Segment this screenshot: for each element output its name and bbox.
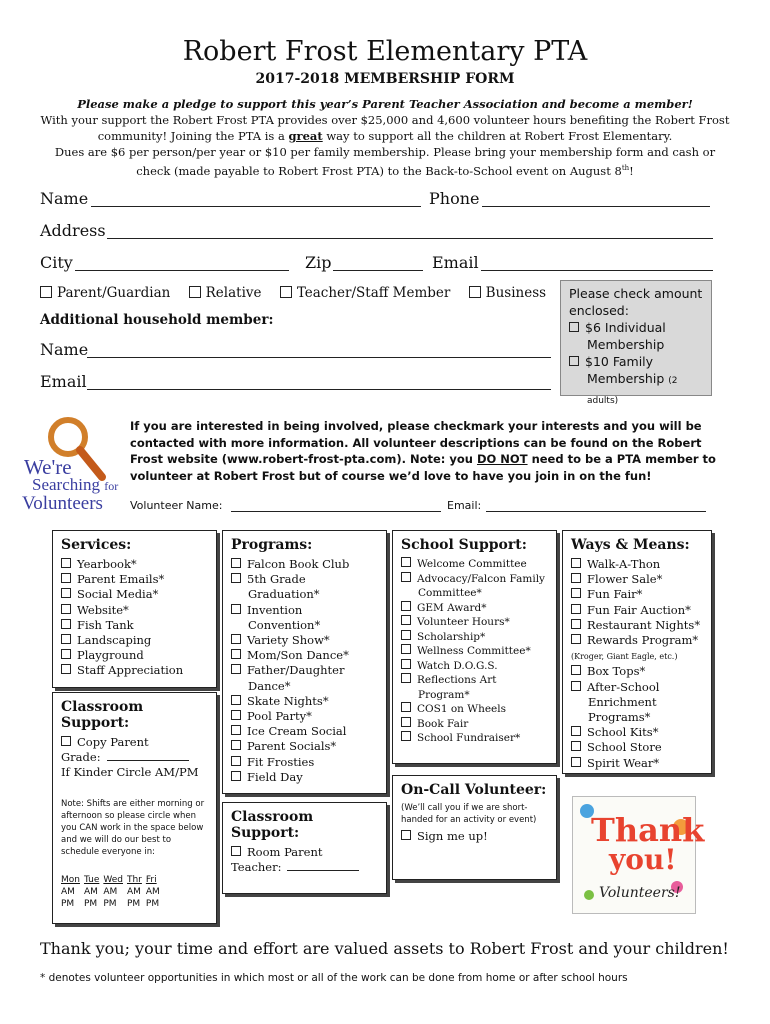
checkbox-icon[interactable] [231, 710, 241, 720]
on-call-box [392, 775, 557, 880]
programs-item[interactable] [231, 755, 378, 770]
school-support-item-label: GEM Award* [417, 601, 487, 614]
programs-item-label: Ice Cream Social [247, 724, 347, 739]
school-support-item[interactable] [401, 630, 548, 645]
intro-p1-bold: great [288, 129, 323, 143]
intro-p1-end: way to support all the children at Robert Frost Elementary. [322, 129, 673, 143]
services-item[interactable] [61, 633, 208, 648]
ways-means-title: Ways & Means: [571, 537, 690, 553]
checkbox-icon[interactable] [231, 771, 241, 781]
additional-name-label: Name [40, 340, 89, 359]
kinder-note: If Kinder Circle AM/PM [61, 765, 199, 780]
school-support-item[interactable] [401, 572, 548, 601]
checkbox-icon[interactable] [401, 659, 411, 669]
checkbox-icon[interactable] [571, 665, 581, 675]
classroom2-title: Classroom Support: [231, 809, 314, 841]
shift-pm[interactable]: PM [103, 899, 117, 910]
logo-text-3: Volunteers [22, 493, 103, 514]
checkbox-icon[interactable] [231, 649, 241, 659]
additional-email-field[interactable] [87, 389, 551, 390]
ways-means-item-label: Spirit Wear* [587, 755, 660, 770]
programs-item[interactable] [231, 557, 378, 572]
school-support-item-label: Wellness Committee* [417, 645, 531, 657]
school-support-item-label: Scholarship* [417, 630, 486, 643]
services-item-label: Parent Emails* [77, 572, 165, 587]
checkbox-icon[interactable] [61, 558, 71, 568]
thank-you-image [572, 796, 705, 914]
ways-means-item[interactable] [571, 587, 703, 602]
role-parent[interactable] [40, 285, 170, 301]
school-support-item-label: School Fundraiser* [417, 732, 521, 744]
checkbox-icon[interactable] [231, 695, 241, 705]
services-item-label: Yearbook* [77, 557, 137, 571]
ways-means-item-label: Walk-A-Thon [587, 557, 661, 571]
amount-family-note: (2 adults) [587, 376, 678, 406]
name-field[interactable] [91, 206, 421, 207]
services-item-label: Fish Tank [77, 617, 134, 632]
intro-p2-sup: th [621, 164, 630, 172]
role-relative[interactable] [189, 285, 262, 301]
volunteer-name-field[interactable] [231, 511, 441, 512]
role-relative-label: Relative [205, 285, 262, 301]
grade-row [61, 750, 208, 765]
ways-means-item-label: School Kits* [587, 725, 659, 740]
checkbox-icon[interactable] [61, 588, 71, 598]
checkbox-icon[interactable] [571, 588, 581, 598]
programs-item[interactable] [231, 633, 378, 648]
services-item[interactable] [61, 572, 208, 587]
programs-item-label: Father/Daughter Dance* [247, 663, 345, 693]
school-support-item[interactable] [401, 659, 548, 674]
ways-means-item[interactable] [571, 618, 703, 633]
school-support-item-label: Reflections Art Program* [417, 674, 497, 701]
shift-am[interactable]: AM [126, 887, 141, 898]
amount-box [560, 280, 712, 406]
ways-means-item[interactable] [571, 664, 703, 679]
checkbox-icon[interactable] [61, 649, 71, 659]
you-text: you! [609, 843, 677, 876]
programs-item[interactable] [231, 572, 378, 602]
services-item[interactable] [61, 603, 208, 618]
checkbox-icon[interactable] [571, 681, 581, 691]
checkbox-icon[interactable] [401, 830, 411, 840]
checkbox-icon[interactable] [569, 356, 579, 366]
checkbox-icon[interactable] [231, 634, 241, 644]
programs-list [231, 557, 378, 785]
volunteer-intro [130, 418, 730, 484]
services-list [61, 557, 208, 679]
school-support-item[interactable] [401, 717, 548, 732]
checkbox-icon[interactable] [61, 664, 71, 674]
classroom-list [61, 735, 208, 750]
grade-label: Grade: [61, 750, 101, 765]
checkbox-icon[interactable] [61, 634, 71, 644]
shift-am[interactable]: AM [145, 887, 160, 898]
name-label: Name [40, 189, 89, 208]
zip-field[interactable] [333, 270, 423, 271]
room-parent-option[interactable] [231, 845, 378, 860]
services-title: Services: [61, 537, 132, 553]
programs-item-label: Parent Socials* [247, 739, 337, 754]
email-field[interactable] [481, 270, 713, 271]
additional-name-field[interactable] [87, 357, 551, 358]
phone-label: Phone [429, 189, 480, 208]
role-options [40, 285, 560, 301]
checkbox-icon[interactable] [571, 741, 581, 751]
phone-field[interactable] [482, 206, 710, 207]
services-item[interactable] [61, 663, 208, 678]
programs-item[interactable] [231, 770, 378, 785]
checkbox-icon[interactable] [401, 644, 411, 654]
role-parent-label: Parent/Guardian [57, 285, 171, 301]
shift-am[interactable]: AM [61, 887, 75, 898]
services-item[interactable] [61, 557, 208, 572]
programs-item[interactable] [231, 663, 378, 693]
checkbox-icon[interactable] [61, 619, 71, 629]
volunteer-name-row [130, 499, 222, 512]
school-support-item[interactable] [401, 673, 548, 702]
ways-means-item-label: Fun Fair* [587, 587, 643, 602]
checkbox-icon[interactable] [571, 604, 581, 614]
checkbox-icon[interactable] [401, 601, 411, 611]
thank-you-message: Thank you; your time and effort are valued assets to Robert Frost and your children! [40, 939, 729, 958]
school-support-item-label: Advocacy/Falcon Family Committee* [417, 572, 545, 599]
sign-up-label: Sign me up! [417, 829, 488, 843]
amount-individual-label: $6 Individual Membership [585, 320, 666, 352]
intro-p2: Dues are $6 per person/per year or $10 per family membership. Please bring your membership form and cash or check (made payable to Robert Frost PTA) to the Back-to-School event on August 8 [54, 145, 716, 178]
amount-family-label: $10 Family Membership [585, 354, 665, 386]
ways-means-item[interactable] [571, 756, 703, 771]
checkbox-icon[interactable] [189, 286, 201, 298]
services-item[interactable] [61, 587, 208, 602]
volunteer-email-field[interactable] [486, 511, 706, 512]
school-support-item-label: Welcome Committee [417, 558, 527, 570]
shift-pm[interactable]: PM [83, 899, 98, 910]
ways-means-item-label: Fun Fair Auction* [587, 602, 691, 617]
school-support-item[interactable] [401, 601, 548, 616]
school-support-item[interactable] [401, 731, 548, 746]
school-support-list [401, 557, 548, 746]
school-support-title: School Support: [401, 537, 527, 553]
footnote: * denotes volunteer opportunities in which most or all of the work can be done from home or after school hours [40, 972, 628, 984]
programs-item-label: Invention Convention* [247, 602, 321, 632]
shift-day: Thr [126, 875, 142, 886]
programs-item-label: Pool Party* [247, 709, 312, 724]
email-label: Email [432, 253, 479, 272]
checkbox-icon[interactable] [571, 757, 581, 767]
shift-day: Wed [103, 875, 123, 886]
teacher-label: Teacher: [231, 860, 282, 875]
role-business-label: Business [485, 285, 547, 301]
volunteer-intro-end: need to be a PTA member to volunteer at Robert Frost but of course we’d love to have you join in on the fun! [130, 452, 716, 483]
intro-p1: With your support the Robert Frost PTA provides over $25,000 and 4,600 volunteer hours benefiting the Robert Frost community! Joining the PTA is a [40, 113, 730, 143]
ways-means-item[interactable] [571, 557, 703, 572]
form-subtitle: 2017-2018 MEMBERSHIP FORM [255, 71, 515, 87]
intro-paragraph-2 [40, 144, 730, 179]
volunteer-intro-text: If you are interested in being involved, please checkmark your interests and you will be contacted with more information. All volunteer descriptions can be found on the Robert Frost website (www.robert-frost-pta.com). Note: you [130, 419, 702, 466]
services-item-label: Staff Appreciation [77, 663, 184, 678]
volunteers-text: Volunteers! [599, 885, 681, 901]
ways-means-item[interactable] [571, 740, 703, 755]
checkbox-icon[interactable] [571, 634, 581, 644]
ways-means-box [562, 530, 712, 774]
city-field[interactable] [75, 270, 289, 271]
ways-means-item[interactable] [571, 725, 703, 740]
services-box [52, 530, 217, 688]
programs-item[interactable] [231, 739, 378, 754]
programs-box [222, 530, 387, 794]
school-support-item[interactable] [401, 557, 548, 572]
checkbox-icon[interactable] [231, 573, 241, 583]
ways-means-item-label: Rewards Program* [587, 633, 699, 648]
programs-item-label: 5th Grade Graduation* [247, 572, 320, 602]
form-title: Robert Frost Elementary PTA [182, 36, 588, 67]
school-support-item-label: Volunteer Hours* [417, 616, 510, 628]
city-label: City [40, 253, 73, 272]
programs-item-label: Fit Frosties [247, 754, 315, 769]
school-support-item-label: Book Fair [417, 717, 469, 730]
programs-item[interactable] [231, 694, 378, 709]
ways-means-item-label: Box Tops* [587, 664, 646, 679]
ways-means-item[interactable] [571, 680, 703, 726]
services-item[interactable] [61, 648, 208, 663]
checkbox-icon[interactable] [40, 286, 52, 298]
intro-lead: Please make a pledge to support this year’s Parent Teacher Association and become a member! [77, 97, 693, 111]
ways-means-list [571, 557, 703, 771]
amount-title: Please check amount enclosed: [569, 286, 703, 318]
classroom2-list [231, 845, 378, 860]
checkbox-icon[interactable] [231, 604, 241, 614]
school-support-item[interactable] [401, 615, 548, 630]
checkbox-icon[interactable] [231, 740, 241, 750]
shift-day: Tue [83, 875, 100, 886]
checkbox-icon[interactable] [401, 717, 411, 727]
ways-means-item-label: After-School Enrichment Programs* [587, 679, 660, 725]
shift-pm[interactable]: PM [126, 899, 141, 910]
role-business[interactable] [469, 285, 546, 301]
checkbox-icon[interactable] [571, 619, 581, 629]
intro-p2-end: ! [629, 163, 634, 178]
amount-family[interactable] [569, 353, 703, 410]
on-call-list [401, 829, 548, 844]
shift-am[interactable]: AM [103, 887, 118, 898]
services-item-label: Playground [77, 648, 144, 663]
classroom-support-box [52, 692, 217, 924]
ways-means-item-label: Restaurant Nights* [587, 617, 701, 632]
services-item[interactable] [61, 618, 208, 633]
school-support-item[interactable] [401, 702, 548, 717]
logo-text-2a: Searching [32, 475, 100, 494]
checkbox-icon[interactable] [231, 846, 241, 856]
shift-pm[interactable]: PM [145, 899, 160, 910]
programs-item-label: Variety Show* [247, 633, 330, 648]
programs-item-label: Falcon Book Club [247, 557, 350, 571]
checkbox-icon[interactable] [401, 572, 411, 582]
searching-volunteers-logo [22, 415, 126, 515]
volunteer-name-label: Volunteer Name: [130, 499, 223, 512]
school-support-box [392, 530, 557, 764]
programs-item[interactable] [231, 724, 378, 739]
checkbox-icon[interactable] [401, 702, 411, 712]
amount-individual[interactable] [569, 319, 703, 353]
programs-item-label: Mom/Son Dance* [247, 648, 349, 663]
checkbox-icon[interactable] [231, 756, 241, 766]
additional-email-label: Email [40, 372, 87, 391]
shift-pm[interactable]: PM [61, 899, 75, 910]
on-call-note: (We’ll call you if we are short-handed for an activity or event) [401, 803, 537, 825]
checkbox-icon[interactable] [231, 725, 241, 735]
logo-text-2b: for [104, 479, 119, 493]
checkbox-icon[interactable] [61, 736, 71, 746]
copy-parent-label: Copy Parent [77, 735, 149, 749]
ways-means-item-label: Flower Sale* [587, 572, 663, 587]
checkbox-icon[interactable] [401, 557, 411, 567]
role-teacher[interactable] [280, 285, 451, 301]
services-item-label: Landscaping [77, 633, 152, 648]
checkbox-icon[interactable] [571, 726, 581, 736]
programs-title: Programs: [231, 537, 313, 553]
programs-item-label: Field Day [247, 769, 303, 784]
checkbox-icon[interactable] [401, 630, 411, 640]
copy-parent-option[interactable] [61, 735, 208, 750]
address-field[interactable] [107, 238, 713, 239]
rewards-note-text: (Kroger, Giant Eagle, etc.) [571, 652, 678, 662]
school-support-item-label: COS1 on Wheels [417, 703, 507, 715]
role-teacher-label: Teacher/Staff Member [296, 285, 451, 301]
shifts-note: Note: Shifts are either morning or afternoon so please circle when you CAN work in the space below and we will do our best to schedule everyone in: [61, 799, 205, 858]
ways-means-item[interactable] [571, 603, 703, 618]
checkbox-icon[interactable] [61, 573, 71, 583]
rewards-note [571, 648, 703, 664]
on-call-title: On-Call Volunteer: [401, 782, 547, 798]
sign-up-option[interactable] [401, 829, 548, 844]
checkbox-icon[interactable] [401, 731, 411, 741]
services-item-label: Website* [77, 602, 129, 617]
checkbox-icon[interactable] [280, 286, 292, 298]
shift-day: Mon [61, 875, 80, 886]
classroom-room-parent-box [222, 802, 387, 894]
checkbox-icon[interactable] [469, 286, 481, 298]
programs-item[interactable] [231, 648, 378, 663]
logo-text-1: We're [24, 455, 72, 479]
intro-paragraph-1 [40, 112, 730, 144]
checkbox-icon[interactable] [231, 558, 241, 568]
checkbox-icon[interactable] [231, 664, 241, 674]
ways-means-item[interactable] [571, 572, 703, 587]
grade-field[interactable] [107, 760, 189, 761]
shift-table [61, 874, 164, 910]
volunteer-intro-underlined: DO NOT [476, 452, 528, 466]
services-item-label: Social Media* [77, 587, 159, 602]
shift-am[interactable]: AM [83, 887, 98, 898]
zip-label: Zip [305, 253, 332, 272]
teacher-row [231, 860, 378, 875]
school-support-item[interactable] [401, 644, 548, 659]
teacher-field[interactable] [287, 870, 359, 871]
checkbox-icon[interactable] [571, 558, 581, 568]
shift-day: Fri [145, 875, 157, 886]
programs-item[interactable] [231, 709, 378, 724]
intro-text [40, 96, 730, 179]
thank-text: Thank [591, 811, 705, 849]
classroom-title: Classroom Support: [61, 699, 144, 731]
programs-item[interactable] [231, 603, 378, 633]
checkbox-icon[interactable] [61, 604, 71, 614]
programs-item-label: Skate Nights* [247, 693, 329, 708]
volunteer-email-label: Email: [447, 499, 482, 512]
checkbox-icon[interactable] [401, 673, 411, 683]
checkbox-icon[interactable] [569, 322, 579, 332]
room-parent-label: Room Parent [247, 845, 323, 859]
checkbox-icon[interactable] [401, 615, 411, 625]
checkbox-icon[interactable] [571, 573, 581, 583]
ways-means-item-label: School Store [587, 740, 662, 755]
address-label: Address [40, 221, 106, 240]
additional-heading: Additional household member: [40, 312, 274, 328]
ways-means-item[interactable] [571, 633, 703, 648]
school-support-item-label: Watch D.O.G.S. [417, 659, 498, 672]
logo-text-2 [32, 475, 118, 495]
